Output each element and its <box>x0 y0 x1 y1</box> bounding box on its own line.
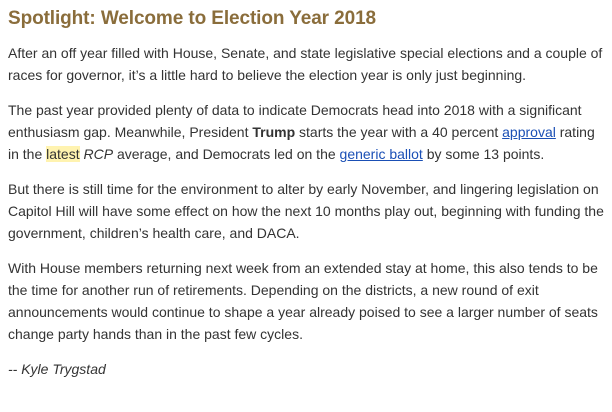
generic-ballot-link[interactable]: generic ballot <box>339 146 423 162</box>
p2-text-2: starts the year with a 40 percent <box>295 124 503 140</box>
rcp-italic-text: RCP <box>83 146 114 162</box>
paragraph-retirements: With House members returning next week from an extended stay at home, this also tends to be the time for another run of retirements. Depending on the districts, a new round of exit announcements would continue to shape a year already poised to see a larger number of seats change party hands than in the past few cycles. <box>8 260 598 342</box>
author-byline: -- Kyle Trygstad <box>8 361 106 377</box>
p2-text-3: rating in the <box>8 124 595 162</box>
p2-text-1: The past year provided plenty of data to indicate Democrats head into 2018 with a significant enthusiasm gap. Meanwhile, President <box>8 102 582 140</box>
latest-highlight: latest <box>46 146 80 162</box>
paragraph-data <box>8 99 608 165</box>
article-title: Spotlight: Welcome to Election Year 2018 <box>8 8 377 29</box>
approval-link[interactable]: approval <box>502 124 556 140</box>
paragraph-intro: After an off year filled with House, Senate, and state legislative special elections and a couple of races for governor, it’s a little hard to believe the election year is only just beginning. <box>8 45 603 83</box>
paragraph-environment: But there is still time for the environment to alter by early November, and lingering legislation on Capitol Hill will have some effect on how the next 10 months play out, beginning with funding the government, children’s health care, and DACA. <box>8 181 604 241</box>
trump-bold-text: Trump <box>252 124 296 140</box>
p2-text-6: by some 13 points. <box>422 146 545 162</box>
p2-text-5: average, and Democrats led on the <box>113 146 340 162</box>
article <box>8 6 608 380</box>
